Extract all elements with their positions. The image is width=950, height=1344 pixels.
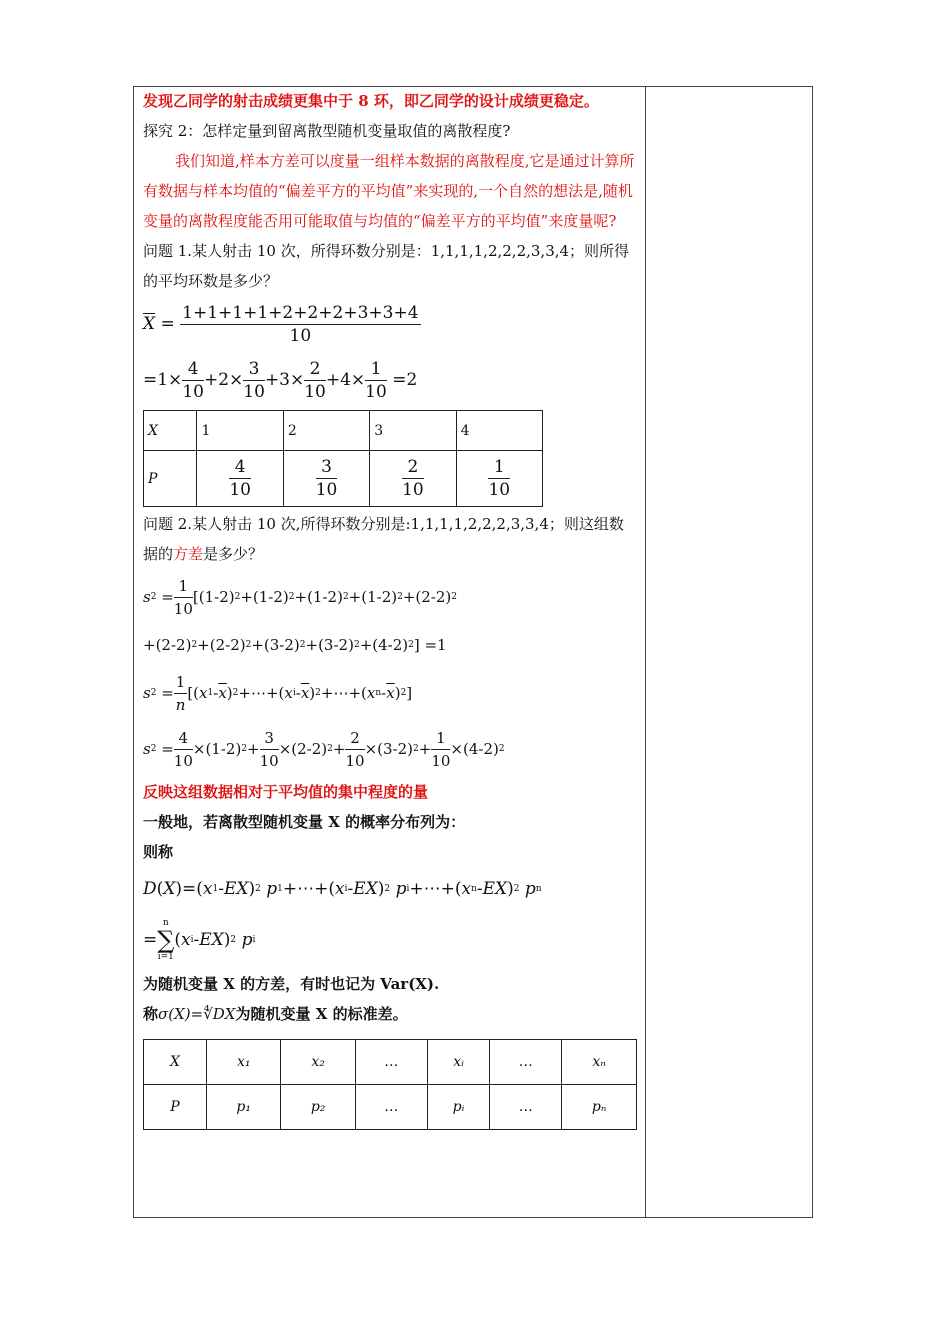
table2-x-label: X [144, 1040, 207, 1085]
table1-x-4: 4 [456, 411, 542, 451]
called-label: 则称 [143, 843, 174, 861]
general-statement: 一般地，若离散型随机变量 X 的概率分布列为： [143, 813, 466, 831]
variance-definition: 为随机变量 X 的方差，有时也记为 Var(X). [143, 975, 440, 993]
distribution-table-1 [143, 410, 543, 507]
table2-p-label: P [144, 1085, 207, 1130]
table2-x-2: x₂ [281, 1040, 355, 1085]
table2-x-4: xᵢ [427, 1040, 490, 1085]
dx-definition: D ( X )=( x 1 - EX ) 2 p 1 +⋯+( x i - EX ) 2 p i +⋯+( x n - EX ) 2 p n [143, 879, 542, 899]
lesson-content [143, 86, 638, 1130]
table2-p-1: p₁ [207, 1085, 281, 1130]
mean-fraction [180, 302, 420, 347]
variance-general-formula: s 2 = $\frac{1}{n}$ [( x 1 - $\overline{x}$ ) 2 +⋯+( x i - $\overline{x}$ ) 2 +⋯+( x n - $\overline{x}$ ) 2 ] [143, 672, 413, 714]
mean-numerator: 1+1+1+1+2+2+2+3+3+4 [182, 302, 419, 323]
table2-x-3: … [355, 1040, 427, 1085]
std-formula: σ(X)=∜DX [158, 1005, 236, 1023]
variance-weighted-formula: s 2 = $\frac{4}{10}$ ×(1-2) 2 + $\frac{3}{10}$ ×(2-2) 2 + $\frac{2}{10}$ ×(3-2) 2 + $\frac{1}{10}$ ×(4-2) 2 [143, 728, 505, 770]
variance-sum-line-2: +(2-2) 2 +(2-2) 2 +(3-2) 2 +(3-2) 2 +(4-2) 2 ] =1 [143, 636, 447, 654]
question-2: 问题 2.某人射击 10 次,所得环数分别是:1,1,1,1,2,2,2,3,3,4；则这组数据的方差是多少？ [143, 515, 624, 563]
column-divider [645, 86, 646, 1218]
variance-sum-line-1: s 2 = $\frac{1}{10}$ [(1-2) 2 +(1-2) 2 +(1-2) 2 +(1-2) 2 +(2-2) 2 [143, 576, 458, 618]
table2-p-4: pᵢ [427, 1085, 490, 1130]
table2-x-1: x₁ [207, 1040, 281, 1085]
dx-sigma-form: = n ∑ i=1 ( x i - EX ) 2 p i [143, 918, 256, 962]
table1-p-3: $\frac{2}{10}$ [402, 457, 424, 500]
question-1: 问题 1.某人射击 10 次，所得环数分别是：1,1,1,1,2,2,2,3,3,4；则所得的平均环数是多少？ [143, 242, 630, 290]
table1-p-1: $\frac{4}{10}$ [229, 457, 251, 500]
table1-x-label: X [144, 411, 197, 451]
intro-conclusion: 发现乙同学的射击成绩更集中于 8 环，即乙同学的设计成绩更稳定。 [143, 92, 599, 110]
table1-p-label: P [144, 451, 197, 507]
table2-p-3: … [355, 1085, 427, 1130]
table2-p-6: pₙ [562, 1085, 637, 1130]
table1-p-2: $\frac{3}{10}$ [315, 457, 338, 500]
distribution-table-general [143, 1039, 637, 1130]
table2-p-2: p₂ [281, 1085, 355, 1130]
mean-formula: $\overline{X}$ = $\frac{1+1+1+1+2+2+2+3+3+4}{10}$ [143, 302, 419, 346]
explore-2-body: 我们知道,样本方差可以度量一组样本数据的离散程度,它是通过计算所有数据与样本均值的“偏差平方的平均值”来实现的,一个自然的想法是,随机变量的离散程度能否用可能取值与均值的“偏差平方的平均值”来度量呢? [143, 152, 635, 230]
mean-weighted-formula: =1× $\frac{4}{10}$ +2× $\frac{3}{10}$ +3× $\frac{2}{10}$ +4× $\frac{1}{10}$ =2 [143, 358, 418, 402]
mean-denominator: 10 [289, 325, 312, 346]
table1-x-1: 1 [197, 411, 283, 451]
reflection-statement: 反映这组数据相对于平均值的集中程度的量 [143, 783, 429, 801]
mean-symbol: $\overline{X}$ [143, 314, 156, 334]
std-definition: 称σ(X)=∜DX为随机变量 X 的标准差。 [143, 1005, 408, 1023]
explore-2-question: 探究 2：怎样定量到留离散型随机变量取值的离散程度? [143, 122, 511, 140]
table1-x-2: 2 [283, 411, 369, 451]
table1-x-3: 3 [370, 411, 456, 451]
table2-x-6: xₙ [562, 1040, 637, 1085]
table1-p-4: $\frac{1}{10}$ [488, 457, 511, 500]
table2-p-5: … [490, 1085, 562, 1130]
table2-x-5: … [490, 1040, 562, 1085]
